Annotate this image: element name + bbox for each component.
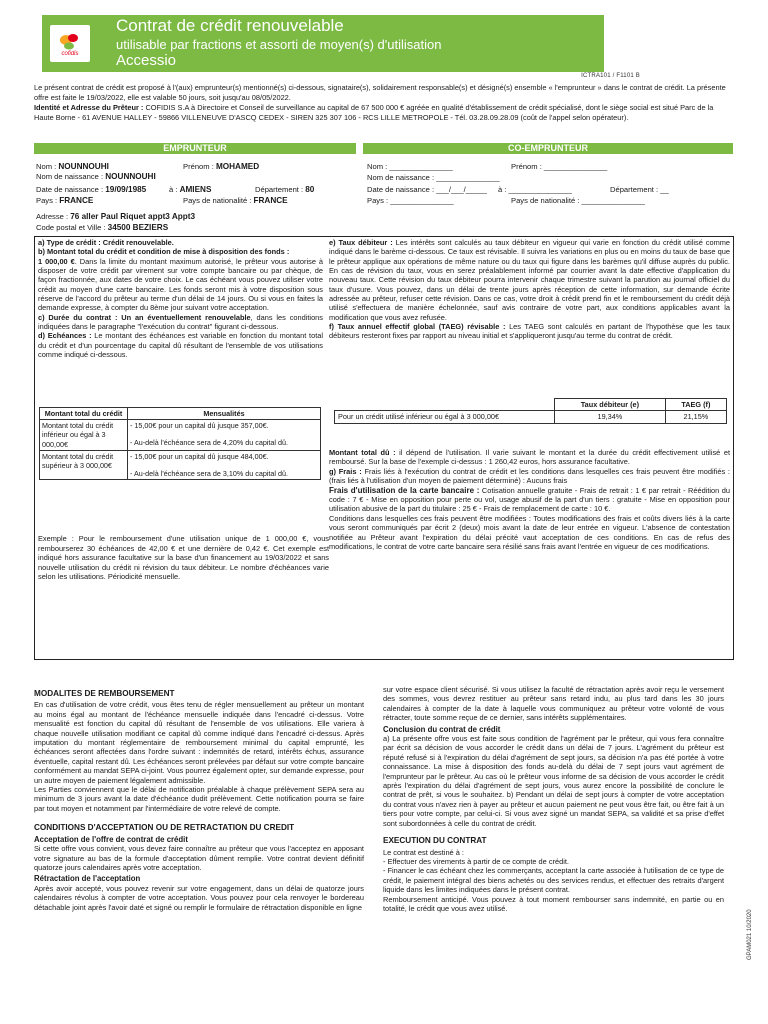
lender-text: COFIDIS S.A à Directoire et Conseil de surveillance au capital de 67 500 000 € agréée en qualité d'établissement de crédit spécialisé, dont le siège social est situé Parc de la Haute Borne - 61 AVENUE HALLEY - 59866 VILLENEUVE D'ASCQ CEDEX - SIREN 325 307 106 - RCS LILLE METROPOLE - Tél. 03.28.09.28.09 (coût de l'appel selon opérateur). <box>34 103 714 122</box>
lender-label: Identité et Adresse du Prêteur : <box>34 103 144 112</box>
subheading: Conclusion du contrat de crédit <box>383 724 501 734</box>
paragraph: Après avoir accepté, vous pouvez revenir sur votre engagement, dans un délai de quatorze jours calendaires révolus à compter de votre acceptation. Vous pouvez pour cela renvoyer le bordereau détachable joint après l'avoir daté et signé ou remplir le formulaire de rétractation disponible en ligne <box>34 883 364 912</box>
borrower-date-naissance: Date de naissance : 19/09/1985 <box>36 185 147 194</box>
total-due: Montant total dû : il dépend de l'utilisation. Il varie suivant le montant et la durée du crédit effectivement utilisé et remboursé. Sur la base de l'exemple ci-dessus : 1 260,42 euros, hors assurance facultative. <box>329 448 731 467</box>
terms-right-column <box>329 238 730 341</box>
subheading: Rétractation de l'acceptation <box>34 874 141 884</box>
cofidis-logo-icon <box>53 29 87 59</box>
table-cell: Pour un crédit utilisé inférieur ou égal à 3 000,00€ <box>335 411 555 423</box>
paragraph: Le contrat est destiné à : <box>383 847 464 857</box>
coborrower-prenom: Prénom : _______________ <box>511 162 608 171</box>
table-header: Montant total du crédit <box>40 408 128 420</box>
table-cell: 21,15% <box>665 411 726 423</box>
coborrower-header: CO-EMPRUNTEUR <box>363 143 733 154</box>
table-cell: Montant total du crédit inférieur ou égal à 3 000,00€ <box>40 420 128 451</box>
borrower-lieu-naissance: à : AMIENS <box>169 185 212 194</box>
borrower-nom: Nom : NOUNNOUHI <box>36 162 109 171</box>
taeg: f) Taux annuel effectif global (TAEG) révisable : Les TAEG sont calculés en partant de l'hypothèse que les taux débiteurs resteront fixes par rapport au niveau initial et s'appliqueront jusqu'au terme du contrat de crédit. <box>329 322 730 341</box>
borrower-header: EMPRUNTEUR <box>34 143 356 154</box>
paragraph: - Financer le cas échéant chez les commerçants, acceptant la carte associée à l'utilisation de ce type de crédit, le paiement intégral des biens achetés ou des services rendus, et effectuer des retraits d'argent liquide dans les limites indiquées dans le présent contrat. <box>383 866 724 895</box>
coborrower-departement: Département : __ <box>610 185 669 194</box>
rates-table <box>334 398 727 424</box>
table-header: Taux débiteur (e) <box>555 399 666 411</box>
paragraph: a) La présente offre vous est faite sous condition de l'agrément par le prêteur, qui vous fera connaître par écrit sa décision de vous accorder le crédit dans un délai de 7 jours. L'agrément du prêteur est réputé refusé si à l'expiration du délai d'agrément de sept jours, sa décision n'a pas été portée à votre connaissance. La mise à disposition des fonds au-delà du délai de 7 sept jours vaut agrément de l'emprunteur par le prêteur. Au cas où le prêteur vous informe de sa décision de vous accorder le crédit après l'expiration du délai d'agrément de sept jours, vous aurez encore la possibilité de conclure le contrat de prêt, si vous le souhaitez. b) Pendant un délai de sept jours à compter de votre acceptation du contrat vous n'avez rien à payer au prêteur et aucun paiement ne peut vous être fait, ou être fait à un tiers pour votre compte, par celui-ci. Si vous avez signé un mandat SEPA, sa validité et sa prise d'effet sont subordonnées à celle du contrat de crédit. <box>383 734 724 828</box>
coborrower-pays: Pays : _______________ <box>367 196 454 205</box>
table-cell: - 15,00€ pour un capital dû jusque 357,00€. - Au-delà l'échéance sera de 4,20% du capital dû. <box>128 420 321 451</box>
contract-duration: c) Durée du contrat : Un an éventuellement renouvelable, dans les conditions indiquées dans le paragraphe "l'exécution du contrat" figurant ci-dessous. <box>38 312 323 332</box>
paragraph: Les Parties conviennent que le délai de notification préalable à chaque prélèvement SEPA sera au minimum de 3 jours avant la date d'échéance dudit prélèvement. Cette notification pourra se faire par tout moyen et notamment par l'intermédiaire de votre relevé de compte. <box>34 785 364 813</box>
cofidis-logo <box>50 25 90 62</box>
bottom-right-column <box>383 685 724 913</box>
table-row <box>40 450 321 479</box>
debit-rate: e) Taux débiteur : Les intérêts sont calculés au taux débiteur en vigueur qui varie en fonction du crédit utilisé comme indiqué dans le barème ci-dessous. Ce taux est révisable. Il suivra les variations en plus ou en moins du taux de base que le prêteur applique aux opérations de même nature ou du taux qui figure dans les barèmes qu'il diffuse auprès du public. En cas de révision du taux, vous en serez préalablement informé par courrier avant la date effective d'application du nouveau taux. Cette révision du taux débiteur pourra intervenir chaque trimestre suivant la parution au journal officiel du taux d'usure. Vous pouvez, dans un délai de trente jours après réception de cette information, sur demande écrite adressée au prêteur, refuser cette révision. Dans ce cas, votre droit à crédit prend fin et le remboursement du crédit déjà utilisé s'effectuera de manière échelonnée, sauf avis contraire de votre part, aux conditions applicables avant la modification que vous avez refusée. <box>329 238 730 322</box>
coborrower-nationalite: Pays de nationalité : _______________ <box>511 196 645 205</box>
card-fees: Frais d'utilisation de la carte bancaire : Cotisation annuelle gratuite - Frais de retrait : 1 € par retrait - Réédition du code : 7 € - Mise en opposition pour perte ou vol, usage abusif de la part d'un tiers : gratuite - Mise en opposition pour utilisation abusive de la part du titulaire : 25 € - Frais de remplacement de carte : 10 €. <box>329 485 730 514</box>
lender-identity <box>34 103 734 123</box>
repayment-example: Exemple : Pour le remboursement d'une utilisation unique de 1 000,00 €, vous rembourserez 30 échéances de 42,00 € et une dernière de 0,42 €. Cet exemple est indiqué hors assurance facultative sur la base d'un financement au 19/03/2022 et sans nouvelle utilisation du crédit ni révision du taux débiteur. Le nombre d'échéances varie selon les utilisations. Périodicité mensuelle. <box>38 534 329 581</box>
paragraph: sur votre espace client sécurisé. Si vous utilisez la faculté de rétractation après avoir reçu le versement des sommes, vous devrez restituer au prêteur sans retard indu, au plus tard dans les 30 jours calendaires à compter de la date à laquelle vous communiquez au prêteur votre volonté de vous rétracter, toute somme reçue de ce dernier, sans intérêts supplémentaires. <box>383 685 724 723</box>
credit-amount: b) Montant total du crédit et condition de mise à disposition des fonds : 1 000,00 €. Dans la limite du montant maximum autorisé, le prêteur vous autorise à disposer de votre crédit par virement sur votre compte bancaire ou par chèque, de façon fractionnée, aux dates de votre choix. Le cas échéant vous pouvez utiliser votre crédit au moyen d'une carte bancaire. Les fonds seront mis à votre disposition sous réserve de l'accord du prêteur au terme d'un délai de 14 jours. Ou si vous en faites la demande expresse, à compter du 8ème jour suivant votre acceptation. <box>38 247 323 313</box>
table-header-row <box>335 399 727 411</box>
table-row <box>40 420 321 451</box>
paragraph: Si cette offre vous convient, vous devez faire connaître au prêteur que vous l'acceptez en apposant votre signature au bas de la formule d'acceptation dûment remplie. Votre contrat devient définitif quatorze jours calendaires après votre acceptation. <box>34 844 364 872</box>
table-cell: 19,34% <box>555 411 666 423</box>
borrower-code-postal: Code postal et Ville : 34500 BEZIERS <box>36 223 169 232</box>
table-cell: Montant total du crédit supérieur à 3 000,00€ <box>40 450 128 479</box>
coborrower-nom-naissance: Nom de naissance : _______________ <box>367 173 500 182</box>
borrower-pays: Pays : FRANCE <box>36 196 94 205</box>
credit-type: a) Type de crédit : Crédit renouvelable. <box>38 238 174 247</box>
svg-text:cofidis: cofidis <box>61 50 79 57</box>
borrower-prenom: Prénom : MOHAMED <box>183 162 260 171</box>
paragraph: - Effectuer des virements à partir de ce compte de crédit. <box>383 856 569 866</box>
paragraph: Remboursement anticipé. Vous pouvez à tout moment rembourser sans indemnité, en partie ou en totalité, le crédit que vous avez utilisé. <box>383 894 724 913</box>
intro-section <box>34 83 734 123</box>
fees: g) Frais : Frais liés à l'exécution du contrat de crédit et les conditions dans lesquelles ces frais peuvent être modifiés : (frais liés à l'utilisation d'un moyen de paiement déterminé) : Aucuns frais <box>329 466 730 486</box>
terms-left-column <box>38 238 323 359</box>
product-name: Accessio <box>116 52 177 69</box>
table-header: Mensualités <box>128 408 321 420</box>
contract-title: Contrat de crédit renouvelable <box>116 16 344 35</box>
table-header: TAEG (f) <box>665 399 726 411</box>
side-reference-code: GPAM021 10/2020 <box>747 909 753 960</box>
contract-subtitle: utilisable par fractions et assorti de moyen(s) d'utilisation <box>116 37 442 52</box>
table-header <box>335 399 555 411</box>
intro-paragraph: Le présent contrat de crédit est proposé à l'(aux) emprunteur(s) mentionné(s) ci-dessous, signataire(s), solidairement responsable(s) et désigné(s) ensemble « l'emprunteur » dans le contrat de crédit. La présente offre est faite le 19/03/2022, elle est valable 50 jours, soit jusqu'au 08/05/2022. <box>34 83 726 102</box>
installments: d) Echéances : Le montant des échéances est variable en fonction du montant total du crédit et d'un pourcentage du capital dû résultant de l'ensemble de vos utilisations comme indiqué ci-dessous. <box>38 331 323 360</box>
coborrower-lieu-naissance: à : _______________ <box>498 185 572 194</box>
table-row <box>335 411 727 423</box>
installments-table <box>39 407 321 480</box>
fees-section <box>329 448 730 551</box>
reference-code: ICTRA101 / F1101 B <box>581 73 640 79</box>
section-heading: CONDITIONS D'ACCEPTATION OU DE RETRACTATION DU CREDIT <box>34 823 295 833</box>
table-header-row <box>40 408 321 420</box>
borrower-departement: Département : 80 <box>255 185 315 194</box>
fee-modification-conditions: Conditions dans lesquelles ces frais peuvent être modifiées : Toutes modifications des frais et coûts divers liés à la carte vous seront communiqués par écrit 2 (deux) mois avant la date de leur entrée en vigueur. L'absence de contestation notifiée au Prêteur avant l'expiration du délai précité vaut acceptation de ces conditions. En cas de refus des modifications, le contrat de votre carte bancaire sera résilié sans frais avant l'entrée en vigueur de ces modifications. <box>329 513 730 552</box>
table-cell: - 15,00€ pour un capital dû jusque 484,00€. - Au-delà l'échéance sera de 3,10% du capital dû. <box>128 450 321 479</box>
coborrower-nom: Nom : _______________ <box>367 162 453 171</box>
borrower-nom-naissance: Nom de naissance : NOUNNOUHI <box>36 172 156 181</box>
paragraph: En cas d'utilisation de votre crédit, vous êtes tenu de régler mensuellement au prêteur un montant au moins égal au montant de l'échéance mensuelle indiquée dans l'encadré ci-dessus. Votre mensualité est fonction du capital dû résultant de l'ensemble de vos utilisations. Elle variera à chaque nouvelle utilisation modifiant ce capital dû comme indiqué dans l'encadré ci-dessus. Après imputation du montant réglementaire de remboursement minimal du capital emprunté, les échéances seront affectées dans l'ordre suivant : indemnités de retard, intérêts échus, assurance éventuelle, capital restant dû. Les échéances seront prélevées par défaut sur votre compte bancaire conformément au mandat SEPA ci-joint. Vous pourrez également opter, sur demande expresse, pour un autre moyen de paiement légalement admissible. <box>34 700 364 785</box>
borrower-nationalite: Pays de nationalité : FRANCE <box>183 196 288 205</box>
bottom-left-column <box>34 685 364 912</box>
borrower-adresse: Adresse : 76 aller Paul Riquet appt3 Appt3 <box>36 212 196 221</box>
section-heading: EXECUTION DU CONTRAT <box>383 836 487 846</box>
section-heading: MODALITES DE REMBOURSEMENT <box>34 689 175 698</box>
subheading: Acceptation de l'offre de contrat de crédit <box>34 834 188 844</box>
coborrower-date-naissance: Date de naissance : ___/___/_____ <box>367 185 487 194</box>
